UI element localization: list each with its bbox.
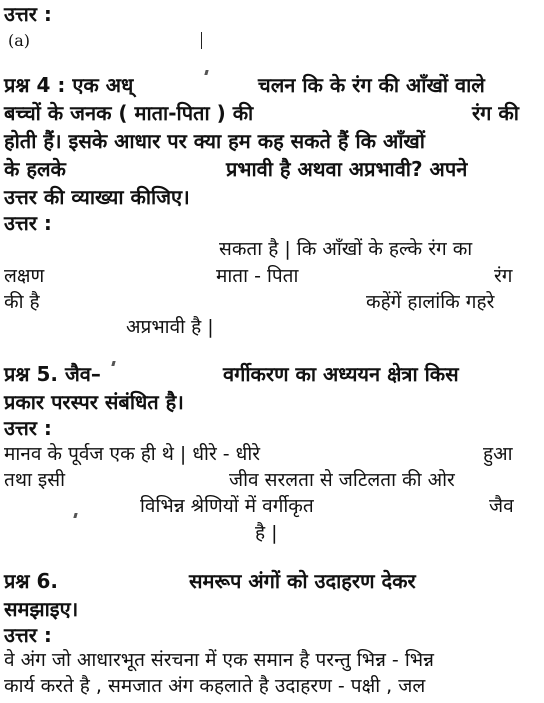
question-4-line1-end: चलन कि के रंग की आँखों वाले [258, 73, 485, 97]
answer-6-label: उत्तर : [4, 623, 52, 647]
question-6-line1-end: समरूप अंगों को उदाहरण देकर [189, 569, 416, 593]
ink-mark [111, 361, 115, 366]
answer-5-line2-a: तथा इसी [4, 469, 66, 491]
answer-5-line3-a: विभिन्न श्रेणियों में वर्गीकृत [140, 495, 314, 517]
question-4-line3: होती हैं। इसके आधार पर क्या हम कह सकते हैं कि आँखों [4, 129, 425, 153]
question-4-line1-start: प्रश्न 4 : एक अध् [4, 73, 134, 97]
question-6-line2: समझाइए। [4, 597, 79, 621]
answer-5-line1-a: मानव के पूर्वज एक ही थे | धीरे - धीरे [4, 443, 261, 465]
answer-4-line4: अप्रभावी है | [126, 316, 214, 338]
ink-mark [204, 70, 208, 75]
answer-4-line1: सकता है | कि आँखों के हल्के रंग का [219, 238, 473, 260]
answer-5-line2-b: जीव सरलता से जटिलता की ओर [229, 469, 455, 491]
answer-4-line3-a: की है [4, 291, 40, 313]
question-6-line1-start: प्रश्न 6. [4, 569, 58, 593]
question-5-line2: प्रकार परस्पर संबंधित है। [4, 390, 184, 414]
question-5-line1-end: वर्गीकरण का अध्ययन क्षेत्रा किस [223, 362, 459, 386]
text-cursor [201, 32, 202, 49]
answer-4-line2-b: माता - पिता [216, 265, 299, 287]
answer-4-line2-c: रंग [494, 265, 513, 287]
answer-5-line3-b: जैव [489, 495, 514, 517]
question-5-line1-start: प्रश्न 5. जैव– [4, 362, 101, 386]
question-4-line4-start: के हलके [4, 157, 66, 181]
answer-label-top: उत्तर : [4, 2, 52, 26]
answer-4-label: उत्तर : [4, 211, 52, 235]
answer-6-line1: वे अंग जो आधारभूत संरचना में एक समान है परन्तु भिन्न - भिन्न [4, 649, 434, 671]
ink-mark [73, 513, 77, 518]
answer-5-line1-b: हुआ [483, 443, 513, 465]
answer-4-line2-a: लक्षण [4, 265, 45, 287]
question-4-line2-end: रंग की [472, 101, 519, 125]
answer-5-line4: है | [255, 522, 278, 544]
answer-5-label: उत्तर : [4, 416, 52, 440]
question-4-line2-start: बच्चों के जनक ( माता-पिता ) की [4, 101, 254, 125]
answer-6-line2: कार्य करते है , समजात अंग कहलाते है उदाहरण - पक्षी , जल [4, 675, 426, 697]
answer-4-line3-b: कहेंगें हालांकि गहरे [366, 291, 495, 313]
question-4-line5: उत्तर की व्याख्या कीजिए। [4, 185, 190, 209]
option-a: (a) [8, 31, 31, 50]
question-4-line4-end: प्रभावी है अथवा अप्रभावी? अपने [226, 157, 468, 181]
